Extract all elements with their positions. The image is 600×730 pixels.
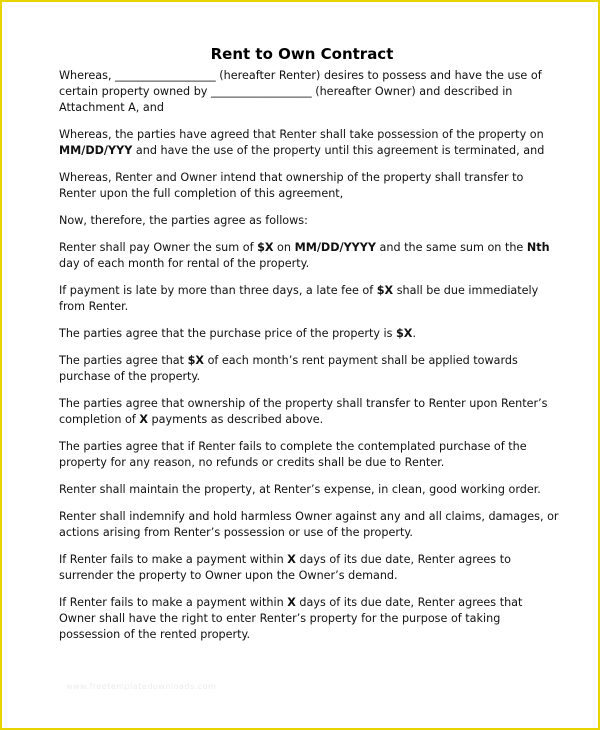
- paragraph-text: If Renter fails to make a payment within: [59, 553, 288, 566]
- paragraph-text: If Renter fails to make a payment within: [59, 596, 288, 609]
- bold-placeholder: X: [287, 596, 296, 609]
- document-title: Rent to Own Contract: [210, 45, 394, 63]
- paragraph-text: Renter shall pay Owner the sum of: [59, 241, 258, 254]
- paragraph-text: payments as described above.: [147, 413, 324, 426]
- contract-paragraph: [59, 68, 559, 116]
- paragraph-text: Renter shall maintain the property, at Renter’s expense, in clean, good working order.: [59, 483, 541, 496]
- contract-paragraph: [59, 170, 559, 202]
- watermark: www.freetemplatedownloads.com: [66, 682, 217, 691]
- bold-placeholder: $X: [187, 354, 205, 367]
- bold-placeholder: $X: [257, 241, 274, 254]
- bold-placeholder: Nth: [526, 241, 550, 254]
- document-body: [59, 68, 559, 654]
- bold-placeholder: X: [139, 413, 148, 426]
- paragraph-text: of each month’s rent payment shall be applied towards purchase of the property.: [59, 354, 518, 383]
- paragraph-text: The parties agree that the purchase price of the property is: [59, 327, 397, 340]
- paragraph-text: Now, therefore, the parties agree as follows:: [59, 214, 308, 227]
- bold-placeholder: $X: [396, 327, 413, 340]
- paragraph-text: Whereas, the parties have agreed that Renter shall take possession of the property on: [59, 128, 544, 141]
- paragraph-text: The parties agree that if Renter fails to complete the contemplated purchase of the property for any reason, no refunds or credits shall be due to Renter.: [59, 440, 527, 469]
- paragraph-text: and the same sum on the: [375, 241, 527, 254]
- paragraph-text: and have the use of the property until this agreement is terminated, and: [132, 144, 545, 157]
- bold-placeholder: X: [287, 553, 296, 566]
- contract-paragraph: [59, 595, 559, 643]
- paragraph-text: Renter shall indemnify and hold harmless Owner against any and all claims, damages, or actions arising from Renter’s possession or use of the property.: [59, 510, 559, 539]
- bold-placeholder: MM/DD/YYY: [59, 144, 133, 157]
- contract-paragraph: [59, 396, 559, 428]
- contract-paragraph: [59, 439, 559, 471]
- bold-placeholder: $X: [376, 284, 394, 297]
- paragraph-text: The parties agree that ownership of the property shall transfer to Renter upon Renter’s completion of: [59, 397, 548, 426]
- contract-paragraph: [59, 127, 559, 159]
- contract-paragraph: [59, 213, 559, 229]
- paragraph-text: .: [412, 327, 416, 340]
- contract-paragraph: [59, 509, 559, 541]
- paragraph-text: shall be due immediately from Renter.: [59, 284, 539, 313]
- paragraph-text: If payment is late by more than three days, a late fee of: [59, 284, 377, 297]
- paragraph-text: day of each month for rental of the property.: [59, 257, 310, 270]
- contract-paragraph: [59, 326, 559, 342]
- contract-paragraph: [59, 552, 559, 584]
- contract-paragraph: [59, 482, 559, 498]
- paragraph-text: on: [273, 241, 295, 254]
- paragraph-text: The parties agree that: [59, 354, 188, 367]
- paragraph-text: Whereas, Renter and Owner intend that ownership of the property shall transfer to Renter upon the full completion of this agreement,: [59, 171, 524, 200]
- paragraph-text: Whereas, __________________ (hereafter Renter) desires to possess and have the use of certain property owned by __________________ (hereafter Owner) and described in Attachment A, and: [59, 69, 542, 114]
- paragraph-text: days of its due date, Renter agrees that Owner shall have the right to enter Renter’s property for the purpose of taking possession of the rented property.: [59, 596, 523, 641]
- contract-paragraph: [59, 240, 559, 272]
- contract-paragraph: [59, 353, 559, 385]
- bold-placeholder: MM/DD/YYYY: [294, 241, 376, 254]
- paragraph-text: days of its due date, Renter agrees to surrender the property to Owner upon the Owner’s demand.: [59, 553, 511, 582]
- contract-paragraph: [59, 283, 559, 315]
